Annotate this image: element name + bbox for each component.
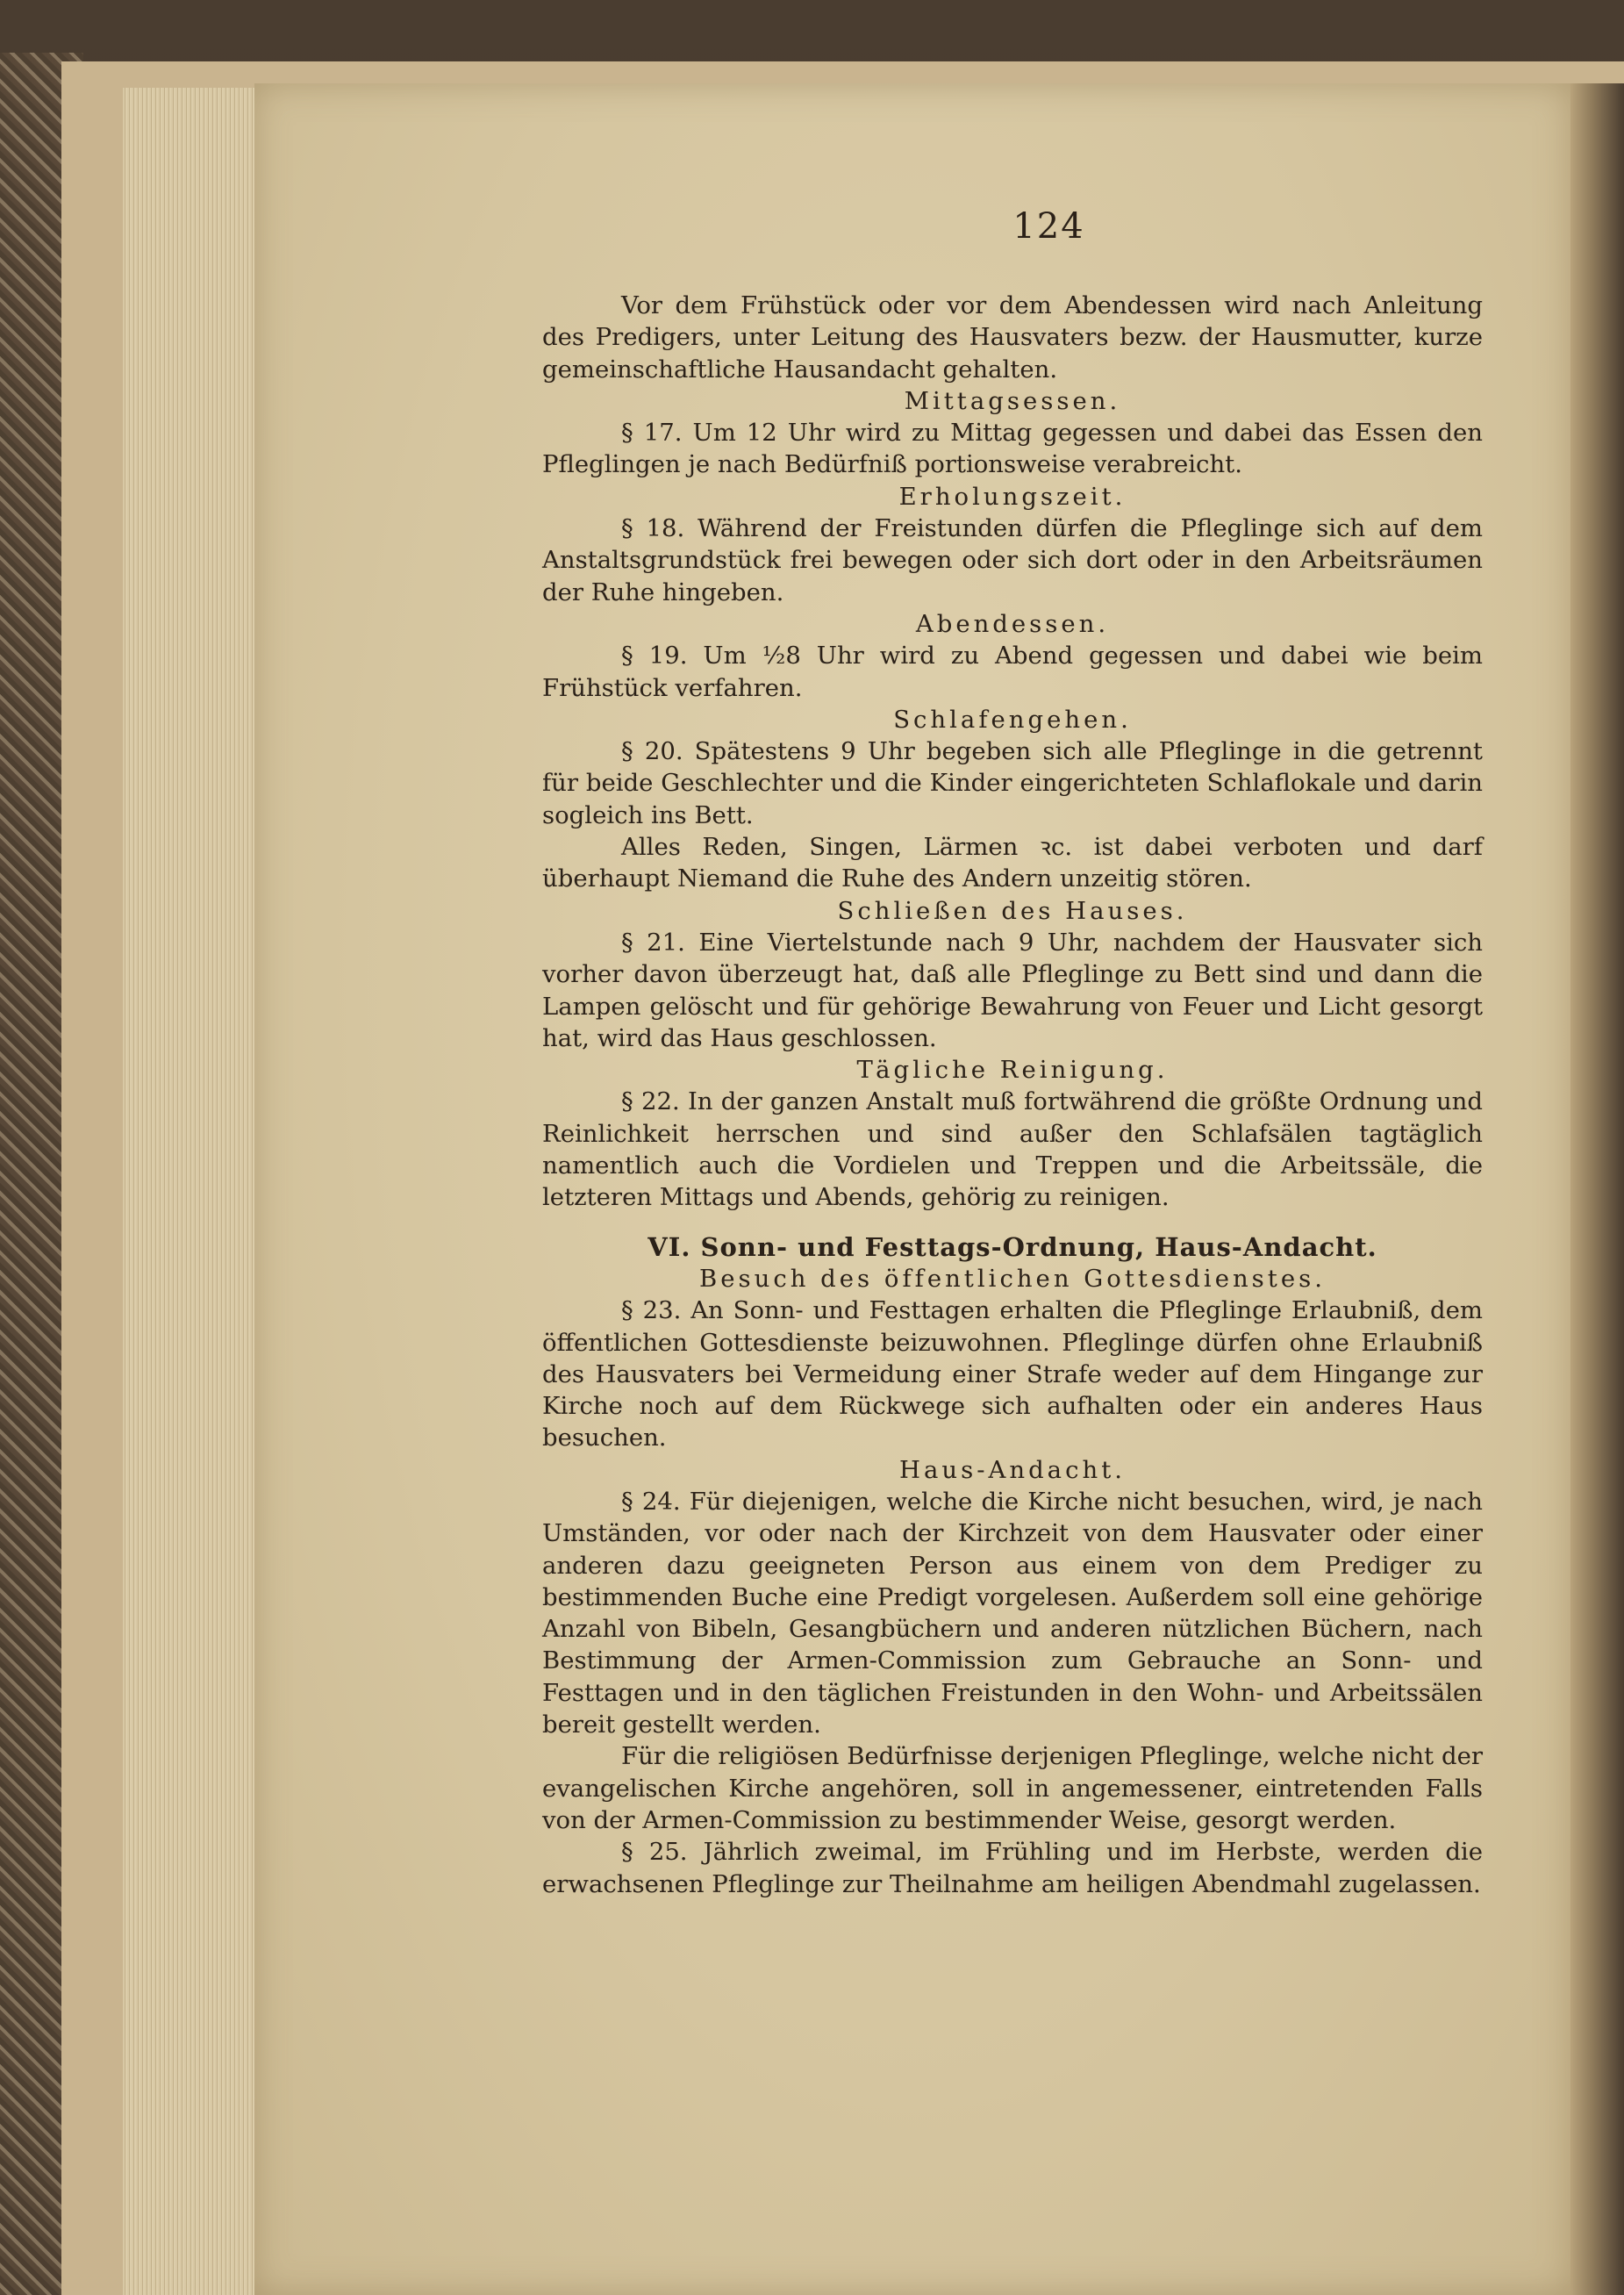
paragraph: § 22. In der ganzen Anstalt muß fortwährend die größte Ordnung und Reinlichkeit herrschen und sind außer den Schlafsälen tagtäglich namentlich auch die Vordielen und Treppen und die Arbeitssäle, die letzteren Mittags und Abends, gehörig zu reinigen. xyxy=(542,1087,1483,1212)
subheading: Tägliche Reinigung. xyxy=(856,1056,1169,1085)
page-text xyxy=(542,290,1483,1900)
subheading: Schließen des Hauses. xyxy=(837,896,1188,925)
paragraph: § 19. Um ½8 Uhr wird zu Abend gegessen und dabei wie beim Frühstück verfahren. xyxy=(542,642,1483,702)
page-number: 124 xyxy=(1012,206,1085,247)
paragraph: Für die religiösen Bedürfnisse derjenigen Pfleglinge, welche nicht der evangelischen Kirche angehören, soll in angemessener, eintretenden Falls von der Armen-Commission zu bestimmender Weise, gesorgt werden. xyxy=(542,1742,1483,1834)
paragraph: § 20. Spätestens 9 Uhr begeben sich alle Pfleglinge in die getrennt für beide Geschlechter und die Kinder eingerichteten Schlaflokale und darin sogleich ins Bett. xyxy=(542,737,1483,829)
paragraph: § 18. Während der Freistunden dürfen die Pfleglinge sich auf dem Anstaltsgrundstück frei bewegen oder sich dort oder in den Arbeitsräumen der Ruhe hingeben. xyxy=(542,514,1483,606)
paragraph: § 21. Eine Viertelstunde nach 9 Uhr, nachdem der Hausvater sich vorher davon überzeugt hat, daß alle Pfleglinge zu Bett sind und dann die Lampen gelöscht und für gehörige Bewahrung von Feuer und Licht gesorgt hat, wird das Haus geschlossen. xyxy=(542,928,1483,1052)
paragraph: § 17. Um 12 Uhr wird zu Mittag gegessen und dabei das Essen den Pfleglingen je nach Bedürfniß portionsweise verabreicht. xyxy=(542,419,1483,479)
paragraph: § 25. Jährlich zweimal, im Frühling und im Herbste, werden die erwachsenen Pfleglinge zur Theilnahme am heiligen Abendmahl zugelassen. xyxy=(542,1838,1483,1898)
right-page-edge xyxy=(1570,83,1624,2295)
paragraph: Vor dem Frühstück oder vor dem Abendessen wird nach Anleitung des Predigers, unter Leitung des Hausvaters bezw. der Hausmutter, kurze gemeinschaftliche Hausandacht gehalten. xyxy=(542,291,1483,384)
subheading: Mittagsessen. xyxy=(904,386,1121,415)
section-heading: VI. Sonn- und Festtags-Ordnung, Haus-Andacht. xyxy=(647,1231,1377,1262)
paragraph: § 24. Für diejenigen, welche die Kirche nicht besuchen, wird, je nach Umständen, vor oder nach der Kirchzeit von dem Hausvater oder einer anderen dazu geeigneten Person aus einem von dem Prediger zu bestimmenden Buche eine Predigt vorgelesen. Außerdem soll eine gehörige Anzahl von Bibeln, Gesangbüchern und anderen nützlichen Büchern, nach Bestimmung der Armen-Commission zum Gebrauche an Sonn- und Festtagen und in den täglichen Freistunden in den Wohn- und Arbeitssälen bereit gestellt werden. xyxy=(542,1487,1483,1739)
page-edges xyxy=(123,88,255,2295)
subheading: Schlafengehen. xyxy=(893,705,1132,734)
paragraph: Alles Reden, Singen, Lärmen ꝛc. ist dabei verboten und darf überhaupt Niemand die Ruhe des Andern unzeitig stören. xyxy=(542,833,1483,893)
subheading: Erholungszeit. xyxy=(898,482,1127,511)
page-number-row xyxy=(0,206,1624,247)
subheading: Abendessen. xyxy=(915,609,1110,638)
subheading: Besuch des öffentlichen Gottesdienstes. xyxy=(699,1264,1326,1293)
paragraph: § 23. An Sonn- und Festtagen erhalten die Pfleglinge Erlaubniß, dem öffentlichen Gottesdienste beizuwohnen. Pfleglinge dürfen ohne Erlaubniß des Hausvaters bei Vermeidung einer Strafe weder auf dem Hingange zur Kirche noch auf dem Rückwege sich aufhalten oder ein anderes Haus besuchen. xyxy=(542,1296,1483,1452)
subheading: Haus-Andacht. xyxy=(899,1455,1126,1484)
